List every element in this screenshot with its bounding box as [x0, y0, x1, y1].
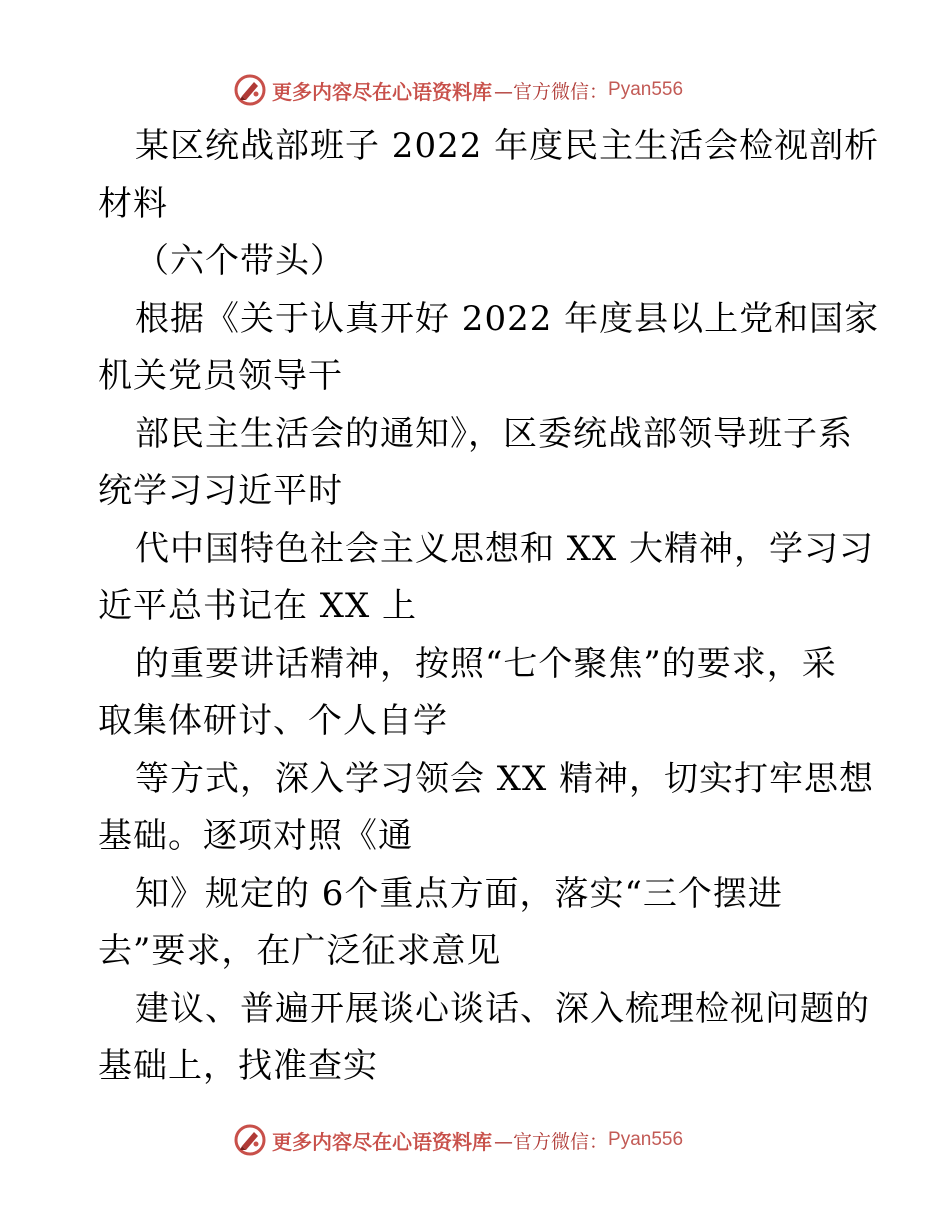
text-line: 的重要讲话精神，按照“七个聚焦”的要求，采: [135, 643, 837, 684]
text-line: 基础。逐项对照《通: [98, 816, 413, 856]
text-line: 统学习习近平时: [98, 471, 343, 511]
document-body: [98, 118, 880, 1096]
text-line: （六个带头）: [135, 241, 345, 281]
text-line: 机关党员领导干: [98, 356, 343, 396]
text-line: 知》规定的 6个重点方面，落实“三个摆进: [135, 873, 783, 914]
text-line: 根据《关于认真开好 2022 年度县以上党和国家: [135, 298, 880, 339]
text-line: 部民主生活会的通知》，区委统战部领导班子系: [135, 413, 853, 454]
watermark-id-text: Pyan556: [608, 1129, 684, 1150]
pen-logo-icon: [232, 1122, 268, 1158]
text-line: 取集体研讨、个人自学: [98, 701, 448, 741]
watermark-id-text: Pyan556: [608, 79, 684, 100]
footer-watermark: [232, 1120, 683, 1160]
watermark-dash-text: —官方微信：: [494, 1130, 609, 1153]
pen-logo-icon: [232, 72, 268, 108]
text-line: 材料: [98, 183, 168, 224]
text-line: 等方式，深入学习领会 XX 精神，切实打牢思想: [135, 758, 875, 799]
watermark-dash-text: —官方微信：: [494, 80, 609, 103]
text-line: 去”要求，在广泛征求意见: [98, 931, 502, 971]
header-watermark: [232, 70, 683, 110]
watermark-main-text: 更多内容尽在心语资料库: [272, 1129, 492, 1154]
text-line: 近平总书记在 XX 上: [98, 586, 418, 626]
watermark-main-text: 更多内容尽在心语资料库: [272, 79, 492, 104]
text-line: 建议、普遍开展谈心谈话、深入梳理检视问题的: [135, 988, 870, 1029]
text-line: 某区统战部班子 2022 年度民主生活会检视剖析: [135, 126, 880, 166]
text-line: 代中国特色社会主义思想和 XX 大精神，学习习: [135, 528, 875, 569]
text-line: 基础上，找准查实: [98, 1046, 378, 1086]
